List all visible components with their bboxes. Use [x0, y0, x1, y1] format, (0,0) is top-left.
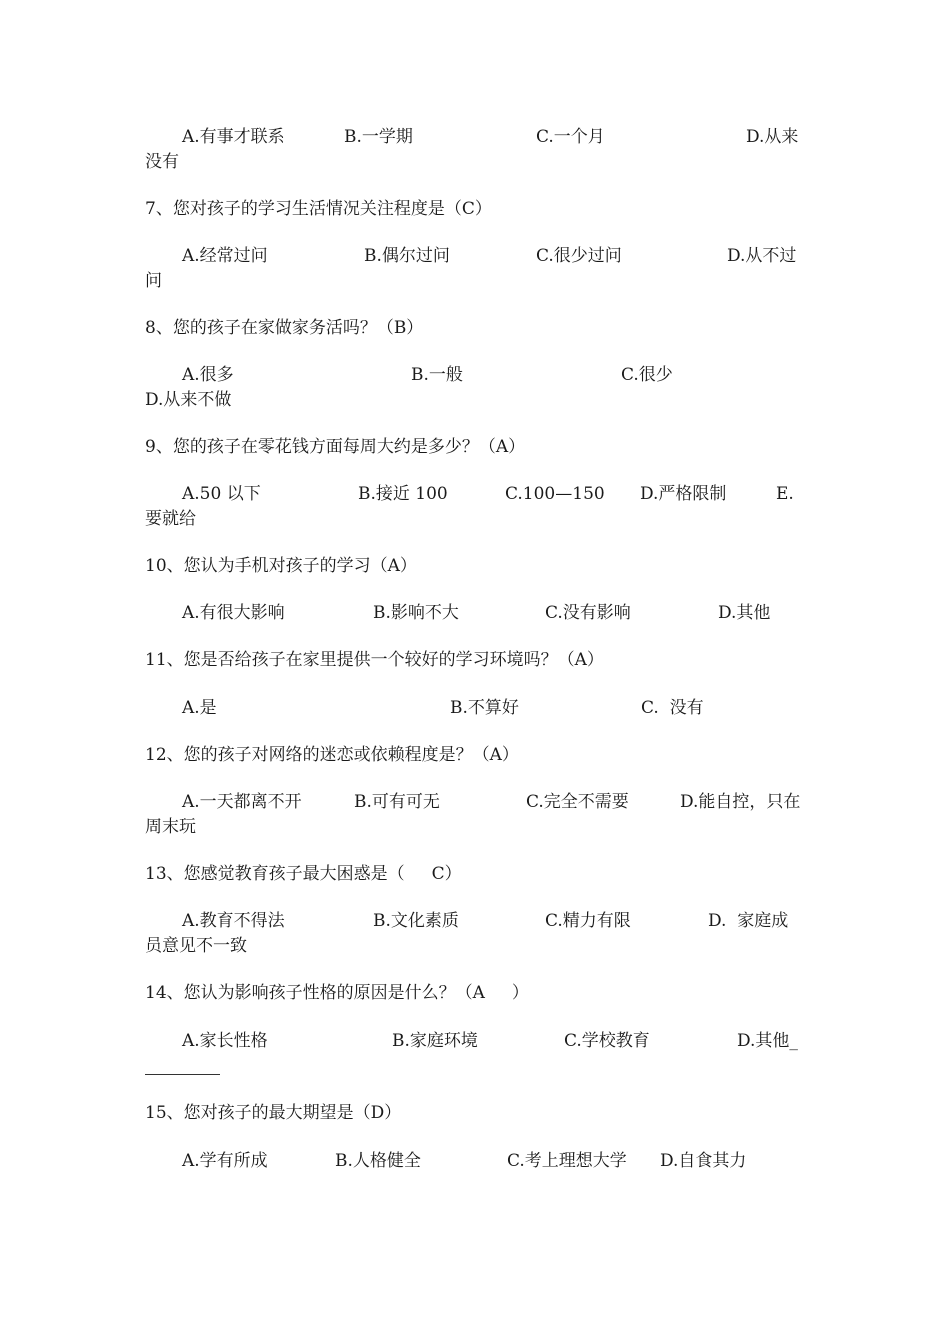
option-c: C.学校教育 — [564, 1031, 650, 1051]
option-a: A.有很大影响 — [182, 603, 285, 623]
option-b: B.接近 100 — [358, 484, 448, 504]
option-b: B.不算好 — [450, 698, 519, 718]
option-c: C.很少 — [621, 365, 673, 385]
question-11: 11、您是否给孩子在家里提供一个较好的学习环境吗？（A） — [145, 650, 604, 670]
option-wrap: 周末玩 — [145, 817, 196, 837]
option-a: A.家长性格 — [182, 1031, 268, 1051]
option-b: B.家庭环境 — [392, 1031, 478, 1051]
question-12: 12、您的孩子对网络的迷恋或依赖程度是？（A） — [145, 745, 519, 765]
option-c: C.没有影响 — [545, 603, 631, 623]
option-wrap: D.从来不做 — [145, 390, 232, 410]
question-10: 10、您认为手机对孩子的学习（A） — [145, 556, 417, 576]
option-wrap: 问 — [145, 271, 162, 291]
option-a: A.教育不得法 — [182, 911, 285, 931]
option-c: C.100—150 — [505, 484, 605, 504]
option-c: C. 没有 — [641, 698, 704, 718]
question-8: 8、您的孩子在家做家务活吗？（B） — [145, 318, 424, 338]
option-a: A.是 — [182, 698, 217, 718]
question-13: 13、您感觉教育孩子最大困惑是（ C） — [145, 864, 462, 884]
option-wrap: 没有 — [145, 152, 179, 172]
option-a: A.有事才联系 — [182, 127, 285, 147]
option-a: A.一天都离不开 — [182, 792, 302, 812]
option-d: D.严格限制 — [640, 484, 727, 504]
option-b: B.可有可无 — [354, 792, 440, 812]
option-d: D.从不过 — [727, 246, 797, 266]
option-wrap: 员意见不一致 — [145, 936, 247, 956]
option-b: B.偶尔过问 — [364, 246, 450, 266]
option-c: C.考上理想大学 — [507, 1151, 627, 1171]
question-14: 14、您认为影响孩子性格的原因是什么？（A ） — [145, 983, 529, 1003]
option-c: C.一个月 — [536, 127, 605, 147]
option-c: C.精力有限 — [545, 911, 631, 931]
question-9: 9、您的孩子在零花钱方面每周大约是多少？（A） — [145, 437, 526, 457]
option-d: D. 家庭成 — [708, 911, 789, 931]
option-a: A.经常过问 — [182, 246, 268, 266]
answer-blank-line — [145, 1074, 220, 1075]
option-d: D.从来 — [746, 127, 799, 147]
option-a: A.50 以下 — [182, 484, 261, 504]
option-a: A.很多 — [182, 365, 234, 385]
option-c: C.完全不需要 — [526, 792, 629, 812]
option-d: D.能自控，只在 — [680, 792, 801, 812]
option-d: D.自食其力 — [660, 1151, 747, 1171]
option-c: C.很少过问 — [536, 246, 622, 266]
option-d: D.其他_ — [737, 1031, 798, 1051]
option-d: D.其他 — [718, 603, 771, 623]
option-wrap: 要就给 — [145, 509, 196, 529]
option-b: B.影响不大 — [373, 603, 459, 623]
option-b: B.一学期 — [344, 127, 413, 147]
option-a: A.学有所成 — [182, 1151, 268, 1171]
question-15: 15、您对孩子的最大期望是（D） — [145, 1103, 402, 1123]
option-e: E. — [776, 484, 794, 504]
option-b: B.一般 — [411, 365, 463, 385]
question-7: 7、您对孩子的学习生活情况关注程度是（C） — [145, 199, 492, 219]
option-b: B.人格健全 — [335, 1151, 421, 1171]
option-b: B.文化素质 — [373, 911, 459, 931]
